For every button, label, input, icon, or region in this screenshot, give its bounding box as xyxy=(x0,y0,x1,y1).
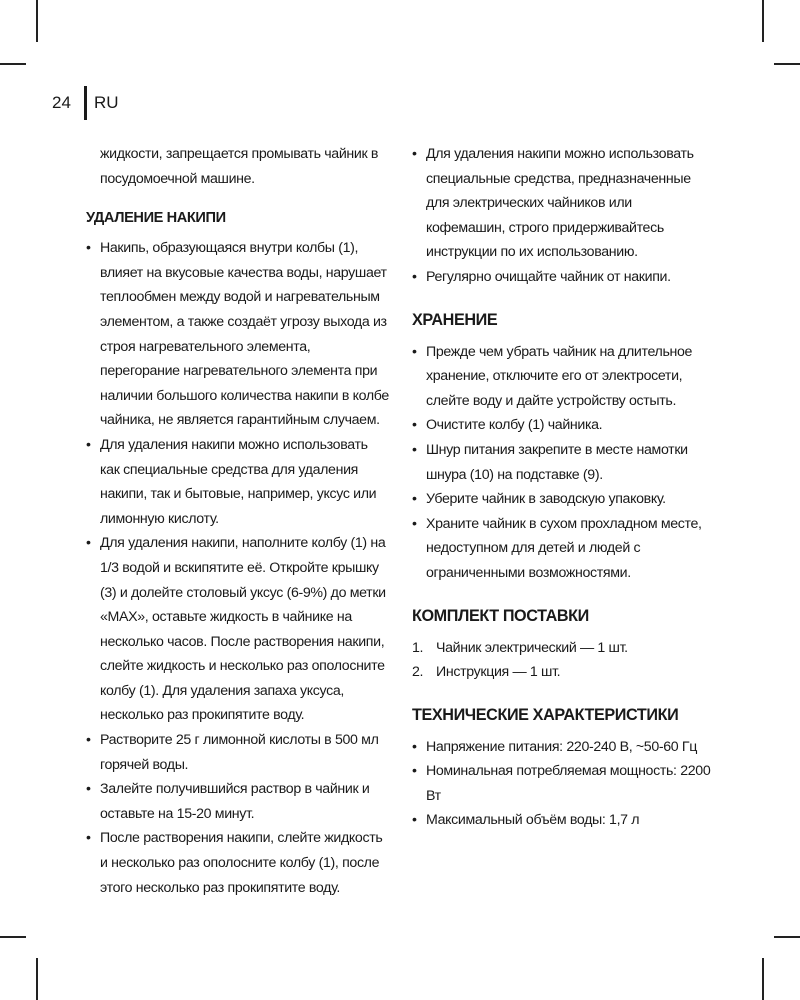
crop-mark xyxy=(774,936,800,938)
list-item xyxy=(412,660,714,685)
list-item: • Очистите колбу (1) чайника. xyxy=(412,413,714,438)
list-item: • Храните чайник в сухом прохладном месте, недоступном для детей и людей с ограниченными возможностями. xyxy=(412,512,714,586)
crop-mark xyxy=(0,63,26,65)
specs-list xyxy=(412,735,714,833)
crop-mark xyxy=(762,0,764,42)
list-item: • Максимальный объём воды: 1,7 л xyxy=(412,808,714,833)
list-number: 2. xyxy=(412,664,424,681)
list-item xyxy=(412,636,714,661)
crop-mark xyxy=(774,63,800,65)
list-item: • Уберите чайник в заводскую упаковку. xyxy=(412,487,714,512)
list-item: • Номинальная потребляемая мощность: 2200 Вт xyxy=(412,759,714,808)
list-item: • После растворения накипи, слейте жидкость и несколько раз ополосните колбу (1), после этого несколько раз прокипятите воду. xyxy=(86,826,390,900)
package-list xyxy=(412,636,714,685)
section-title-specs: ТЕХНИЧЕСКИЕ ХАРАКТЕРИСТИКИ xyxy=(412,705,679,724)
list-item: • Залейте получившийся раствор в чайник и оставьте на 15-20 минут. xyxy=(86,777,390,826)
list-number: 1. xyxy=(412,639,424,656)
header-divider xyxy=(84,86,87,120)
language-label: RU xyxy=(94,93,119,112)
crop-mark xyxy=(762,958,764,1000)
page-number: 24 xyxy=(52,93,71,112)
section-title-storage: ХРАНЕНИЕ xyxy=(412,310,498,329)
descaling-cont-list xyxy=(412,142,714,290)
crop-mark xyxy=(0,936,26,938)
section-title-descaling: УДАЛЕНИЕ НАКИПИ xyxy=(86,210,226,227)
list-item: • Шнур питания закрепите в месте намотки шнура (10) на подставке (9). xyxy=(412,438,714,487)
list-item: • Регулярно очищайте чайник от накипи. xyxy=(412,265,714,290)
right-column xyxy=(412,142,714,833)
continuation-text: жидкости, запрещается промывать чайник в посудомоечной машине. xyxy=(100,146,379,187)
list-item: • Для удаления накипи, наполните колбу (1) на 1/3 водой и вскипятите её. Откройте крышку (3) и долейте столовый уксус (6-9%) до метки «MAX», оставьте жидкость в чайнике на несколько часов. После растворения накипи, слейте жидкость и несколько раз ополосните колбу (1). Для удаления запаха уксуса, несколько раз прокипятите воду. xyxy=(86,531,390,728)
section-title-package: КОМПЛЕКТ ПОСТАВКИ xyxy=(412,606,589,625)
list-item: • Напряжение питания: 220-240 В, ~50-60 Гц xyxy=(412,735,714,760)
list-item: • Прежде чем убрать чайник на длительное хранение, отключите его от электросети, слейте воду и дайте устройству остыть. xyxy=(412,340,714,414)
list-text: Инструкция — 1 шт. xyxy=(436,664,561,681)
list-text: Чайник электрический — 1 шт. xyxy=(436,639,628,656)
crop-mark xyxy=(36,958,38,1000)
storage-list xyxy=(412,340,714,586)
list-item: • Растворите 25 г лимонной кислоты в 500 мл горячей воды. xyxy=(86,728,390,777)
descaling-list xyxy=(86,236,390,900)
left-column xyxy=(86,142,390,900)
list-item: • Накипь, образующаяся внутри колбы (1), влияет на вкусовые качества воды, нарушает теплообмен между водой и нагревательным элементом, а также создаёт угрозу выхода из строя нагревательного элемента, перегорание нагревательного элемента при наличии большого количества накипи в колбе чайника, не является гарантийным случаем. xyxy=(86,236,390,433)
list-item: • Для удаления накипи можно использовать специальные средства, предназначенные для электрических чайников или кофемашин, строго придерживайтесь инструкции по их использованию. xyxy=(412,142,714,265)
list-item: • Для удаления накипи можно использовать как специальные средства для удаления накипи, так и бытовые, например, уксус или лимонную кислоту. xyxy=(86,433,390,531)
crop-mark xyxy=(36,0,38,42)
